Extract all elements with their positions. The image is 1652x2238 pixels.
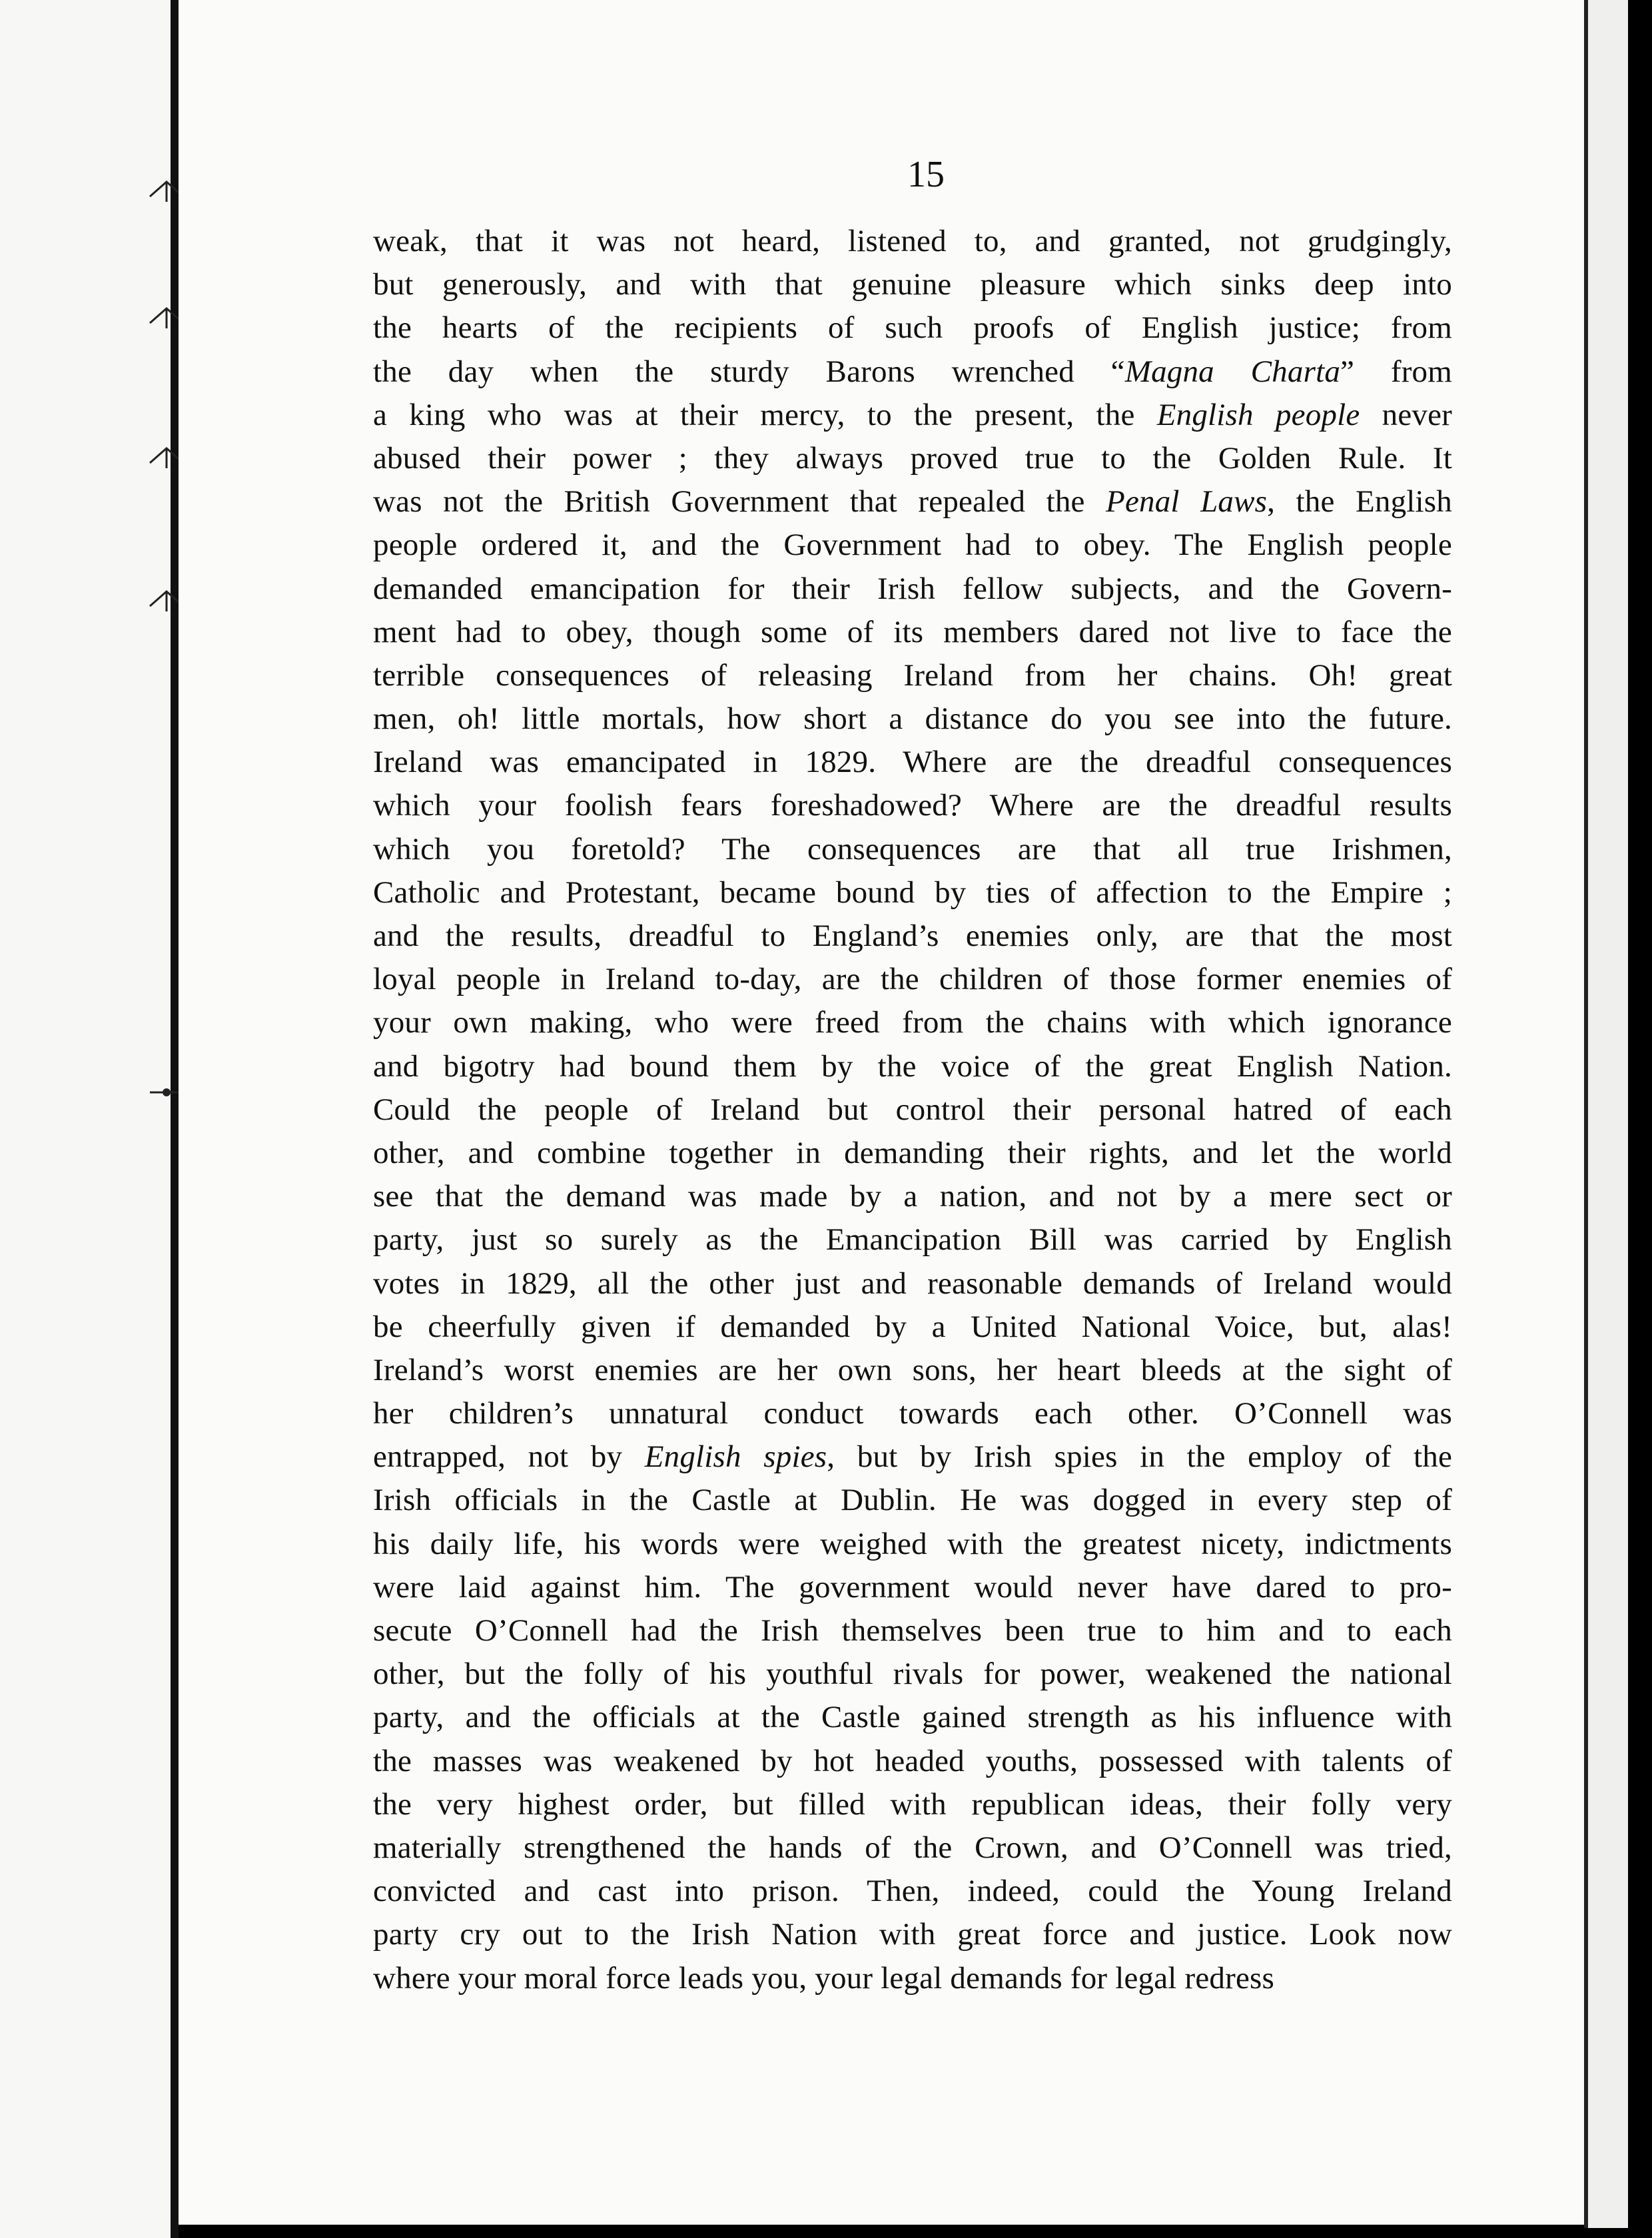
text-run: a king who was at their mercy, to the present, the [373,397,1157,432]
italic-text: Magna Charta [1124,354,1341,389]
book-spine [171,0,179,2238]
text-run: convicted and cast into prison. Then, indeed, could the Young Ireland [373,1874,1452,1909]
text-line [373,1218,1452,1262]
text-line [373,350,1452,394]
text-run: see that the demand was made by a nation, and not by a mere sect or [373,1179,1452,1214]
text-line [373,1913,1452,1956]
text-line [373,1609,1452,1653]
text-run: ” from [1340,354,1453,389]
left-gutter [0,0,179,2238]
text-run: loyal people in Ireland to-day, are the children of those former enemies of [373,962,1452,997]
text-line [373,1306,1452,1349]
italic-text: English spies [644,1439,827,1475]
text-run: terrible consequences of releasing Ireland from her chains. Oh! great [373,657,1452,693]
text-run: ment had to obey, though some of its members dared not live to face the [373,614,1452,649]
text-run: your own making, who were freed from the chains with which ignorance [373,1005,1452,1040]
text-run: was not the British Government that repealed the [373,484,1106,520]
text-run: which you foretold? The consequences are that all true Irishmen, [373,831,1452,867]
text-line [373,828,1452,871]
text-run: Ireland was emancipated in 1829. Where are the dreadful consequences [373,745,1452,780]
text-run: , but by Irish spies in the employ of the [827,1439,1453,1475]
text-run: her children’s unnatural conduct towards each other. O’Connell was [373,1396,1452,1431]
text-run: Ireland’s worst enemies are her own sons, her heart bleeds at the sight of [373,1352,1452,1387]
text-run: other, and combine together in demanding their rights, and let the world [373,1135,1452,1170]
text-run: the masses was weakened by hot headed youths, possessed with talents of [373,1743,1452,1778]
text-run: were laid against him. The government would never have dared to pro- [373,1569,1452,1605]
text-line [373,1696,1452,1739]
text-run: Irish officials in the Castle at Dublin. He was dogged in every step of [373,1483,1452,1518]
text-line [373,915,1452,958]
text-line [373,1523,1452,1566]
text-run: materially strengthened the hands of the Crown, and O’Connell was tried, [373,1830,1452,1865]
text-line [373,1262,1452,1306]
text-line [373,1132,1452,1175]
text-run: the very highest order, but filled with republican ideas, their folly very [373,1786,1452,1822]
italic-text: English people [1156,397,1360,432]
text-run: demanded emancipation for their Irish fellow subjects, and the Govern- [373,571,1452,606]
text-run: secute O’Connell had the Irish themselves been true to him and to each [373,1613,1452,1648]
text-run: the hearts of the recipients of such proofs of English justice; from [373,310,1452,346]
text-line [373,437,1452,480]
text-line [373,1957,1452,2000]
text-run: but generously, and with that genuine pleasure which sinks deep into [373,267,1452,302]
text-line [373,1783,1452,1826]
text-line [373,654,1452,697]
text-line [373,1435,1452,1479]
text-line [373,958,1452,1001]
text-run: people ordered it, and the Government had to obey. The English people [373,528,1452,563]
text-run: be cheerfully given if demanded by a United National Voice, but, alas! [373,1309,1452,1344]
text-line [373,1392,1452,1435]
text-run: where your moral force leads you, your legal demands for legal redress [373,1960,1274,1996]
text-run: and the results, dreadful to England’s enemies only, are that the most [373,919,1452,953]
text-line [373,567,1452,611]
text-line [373,1826,1452,1870]
body-text [373,220,1452,2000]
text-run: his daily life, his words were weighed with the greatest nicety, indictments [373,1526,1452,1561]
text-line [373,524,1452,567]
page-number: 15 [907,154,945,195]
text-run: entrapped, not by [373,1439,645,1475]
text-run: the day when the sturdy Barons wrenched “ [373,354,1125,389]
text-run: other, but the folly of his youthful rivals for power, weakened the national [373,1657,1452,1692]
text-run: Catholic and Protestant, became bound by ties of affection to the Empire ; [373,875,1452,910]
text-run: which your foolish fears foreshadowed? Where are the dreadful results [373,788,1452,823]
right-page-edge [1584,0,1628,2228]
text-line [373,1566,1452,1609]
text-run: never [1360,397,1452,432]
text-run: party cry out to the Irish Nation with great force and justice. Look now [373,1917,1452,1952]
text-line [373,1740,1452,1783]
text-run: , the English [1267,484,1452,520]
text-line [373,1653,1452,1696]
text-line [373,1175,1452,1218]
text-run: party, and the officials at the Castle gained strength as his influence with [373,1700,1452,1735]
text-line [373,697,1452,741]
text-line [373,611,1452,654]
text-line [373,1349,1452,1392]
text-line [373,394,1452,437]
text-line [373,1001,1452,1044]
text-run: votes in 1829, all the other just and reasonable demands of Ireland would [373,1266,1452,1301]
text-run: Could the people of Ireland but control their personal hatred of each [373,1092,1452,1127]
text-line [373,871,1452,915]
text-line [373,1870,1452,1913]
text-run: men, oh! little mortals, how short a distance do you see into the future. [373,701,1452,737]
text-line [373,741,1452,784]
text-run: weak, that it was not heard, listened to, and granted, not grudgingly, [373,224,1452,258]
text-line [373,220,1452,263]
text-run: abused their power ; they always proved true to the Golden Rule. It [373,440,1452,476]
text-run: party, just so surely as the Emancipation Bill was carried by English [373,1222,1452,1258]
text-line [373,784,1452,827]
text-line [373,480,1452,524]
text-line [373,306,1452,350]
text-line [373,1479,1452,1522]
italic-text: Penal Laws [1106,484,1268,520]
text-line [373,1088,1452,1132]
text-run: and bigotry had bound them by the voice of the great English Nation. [373,1048,1452,1084]
text-line [373,1045,1452,1088]
text-line [373,263,1452,306]
